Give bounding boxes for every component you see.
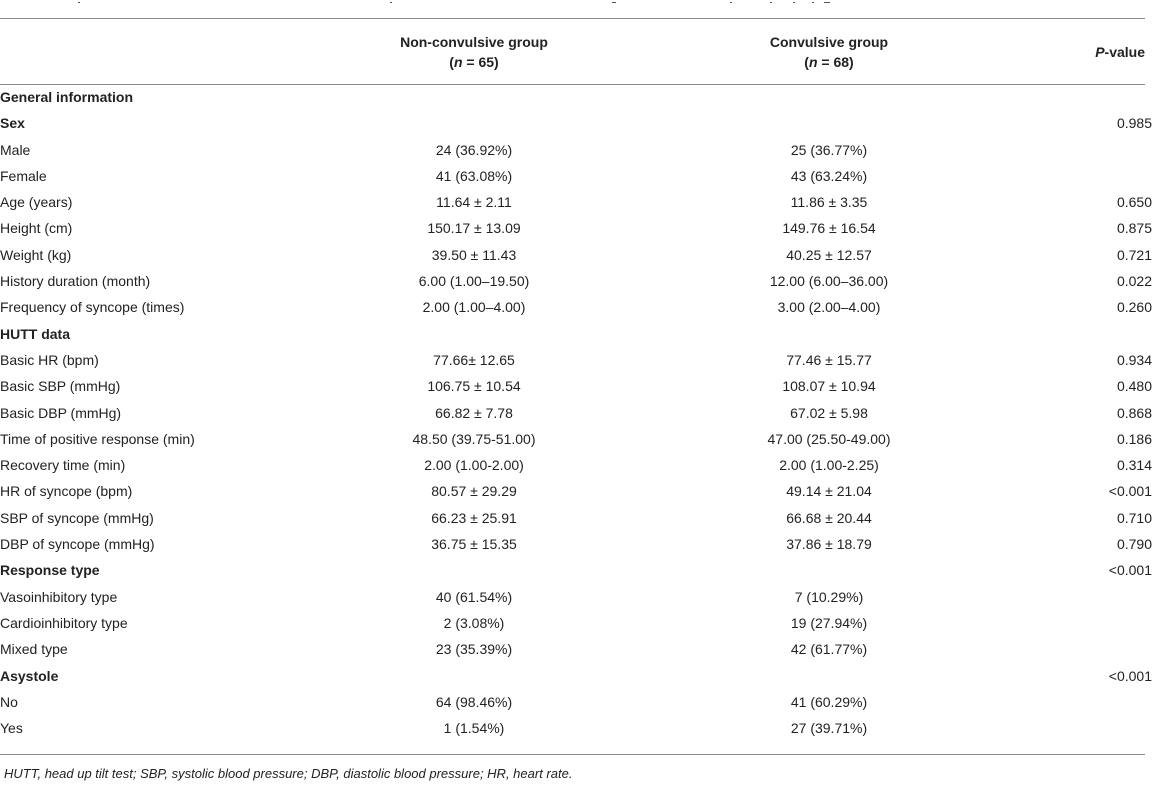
row-label: HUTT data: [0, 325, 70, 342]
row-label: SBP of syncope (mmHg): [0, 509, 154, 526]
p-value: [1014, 610, 1152, 636]
convulsive-value: 12.00 (6.00–36.00): [769, 273, 889, 290]
header-non-convulsive-name: Non-convulsive group: [400, 34, 548, 50]
table-footnote: HUTT, head up tilt test; SBP, systolic blood pressure; DBP, diastolic blood pressure; HR, heart rate.: [4, 766, 573, 781]
header-p-value: P-value: [1095, 44, 1145, 60]
row-label: Sex: [0, 115, 25, 132]
table-top-rule: [0, 18, 1145, 19]
header-convulsive-n: (n = 68): [804, 54, 854, 70]
convulsive-value: [644, 84, 1014, 110]
p-value: [1014, 689, 1152, 715]
non-convulsive-value: [304, 321, 644, 347]
table-row: [0, 584, 1152, 610]
convulsive-value: 11.86 ± 3.35: [790, 194, 868, 211]
table-row: [0, 189, 1152, 215]
convulsive-value: 67.02 ± 5.98: [790, 404, 868, 421]
convulsive-value: 25 (36.77%): [790, 141, 868, 158]
p-value: 0.790: [1116, 536, 1152, 553]
p-value: <0.001: [1108, 483, 1152, 500]
row-label: Basic HR (bpm): [0, 351, 99, 368]
non-convulsive-value: [304, 557, 644, 583]
non-convulsive-value: 6.00 (1.00–19.50): [418, 273, 530, 290]
convulsive-value: 37.86 ± 18.79: [786, 536, 872, 553]
non-convulsive-value: [304, 110, 644, 136]
convulsive-value: 108.07 ± 10.94: [782, 378, 876, 395]
p-value: [1014, 84, 1152, 110]
table-row: [0, 373, 1152, 399]
table-row: [0, 163, 1152, 189]
non-convulsive-value: [304, 84, 644, 110]
row-label: No: [0, 693, 18, 710]
row-label: Female: [0, 167, 47, 184]
p-value: 0.022: [1116, 273, 1152, 290]
convulsive-value: 7 (10.29%): [794, 588, 864, 605]
table-row: [0, 400, 1152, 426]
row-label: Vasoinhibitory type: [0, 588, 118, 605]
table-row: [0, 505, 1152, 531]
header-non-convulsive: [304, 20, 644, 84]
non-convulsive-value: 66.82 ± 7.78: [435, 404, 513, 421]
header-convulsive-name: Convulsive group: [769, 34, 889, 50]
table-row: [0, 215, 1152, 241]
convulsive-value: 27 (39.71%): [790, 720, 868, 737]
row-label: DBP of syncope (mmHg): [0, 536, 155, 553]
table-bottom-rule: [0, 754, 1145, 755]
row-label: HR of syncope (bpm): [0, 483, 133, 500]
convulsive-value: 66.68 ± 20.44: [786, 509, 872, 526]
non-convulsive-value: 2.00 (1.00-2.00): [424, 457, 524, 474]
convulsive-value: 19 (27.94%): [790, 614, 868, 631]
non-convulsive-value: 39.50 ± 11.43: [431, 246, 517, 263]
table-header-row: [0, 20, 1152, 84]
p-value: [1014, 715, 1152, 741]
non-convulsive-value: 36.75 ± 15.35: [431, 536, 517, 553]
table-row: [0, 347, 1152, 373]
row-label: Asystole: [0, 667, 59, 684]
row-label: General information: [0, 89, 134, 105]
row-label: Weight (kg): [0, 246, 72, 263]
p-value: 0.480: [1116, 378, 1152, 395]
non-convulsive-value: [304, 663, 644, 689]
p-value: <0.001: [1108, 667, 1152, 684]
non-convulsive-value: 48.50 (39.75-51.00): [412, 430, 536, 447]
convulsive-value: 3.00 (2.00–4.00): [777, 299, 881, 316]
table-row: [0, 636, 1152, 662]
row-label: Frequency of syncope (times): [0, 299, 185, 316]
table-row: [0, 689, 1152, 715]
row-label: Height (cm): [0, 220, 73, 237]
row-label: Male: [0, 141, 31, 158]
non-convulsive-value: 2.00 (1.00–4.00): [422, 299, 526, 316]
p-value: [1014, 321, 1152, 347]
row-label: Yes: [0, 720, 23, 737]
p-value: 0.186: [1116, 430, 1152, 447]
convulsive-value: 2.00 (1.00-2.25): [779, 457, 879, 474]
convulsive-value: [644, 663, 1014, 689]
clipped-caption-remnant: [0, 0, 1145, 6]
non-convulsive-value: 1 (1.54%): [443, 720, 505, 737]
table-row: [0, 610, 1152, 636]
p-value: 0.934: [1116, 351, 1152, 368]
header-convulsive: [644, 20, 1014, 84]
p-value: 0.260: [1116, 299, 1152, 316]
convulsive-value: [644, 557, 1014, 583]
convulsive-value: 43 (63.24%): [790, 167, 868, 184]
table-row: [0, 478, 1152, 504]
p-value: 0.650: [1116, 194, 1152, 211]
header-non-convulsive-n: (n = 65): [449, 54, 499, 70]
non-convulsive-value: 23 (35.39%): [435, 641, 513, 658]
row-label: Basic SBP (mmHg): [0, 378, 121, 395]
non-convulsive-value: 80.57 ± 29.29: [431, 483, 517, 500]
p-value: [1014, 636, 1152, 662]
convulsive-value: 42 (61.77%): [790, 641, 868, 658]
table-row: [0, 110, 1152, 136]
table-row: [0, 663, 1152, 689]
row-label: Recovery time (min): [0, 457, 126, 474]
non-convulsive-value: 106.75 ± 10.54: [427, 378, 521, 395]
convulsive-value: 41 (60.29%): [790, 693, 868, 710]
non-convulsive-value: 64 (98.46%): [435, 693, 513, 710]
p-value: <0.001: [1108, 562, 1152, 579]
non-convulsive-value: 150.17 ± 13.09: [427, 220, 521, 237]
row-label: Response type: [0, 562, 100, 579]
row-label: Basic DBP (mmHg): [0, 404, 122, 421]
p-value: [1014, 163, 1152, 189]
row-label: Time of positive response (min): [0, 430, 195, 447]
non-convulsive-value: 40 (61.54%): [435, 588, 513, 605]
p-value: 0.985: [1116, 115, 1152, 132]
convulsive-value: 49.14 ± 21.04: [786, 483, 872, 500]
p-value: 0.875: [1116, 220, 1152, 237]
table-row: [0, 452, 1152, 478]
table-row: [0, 321, 1152, 347]
table-row: [0, 268, 1152, 294]
table-row: [0, 294, 1152, 320]
table-row: [0, 137, 1152, 163]
convulsive-value: 47.00 (25.50-49.00): [767, 430, 891, 447]
non-convulsive-value: 11.64 ± 2.11: [436, 194, 512, 211]
p-value: [1014, 584, 1152, 610]
non-convulsive-value: 2 (3.08%): [443, 614, 505, 631]
p-value: [1014, 137, 1152, 163]
convulsive-value: [644, 321, 1014, 347]
p-value: 0.314: [1116, 457, 1152, 474]
table-body: [0, 84, 1152, 741]
table-row: [0, 242, 1152, 268]
table-row: [0, 531, 1152, 557]
convulsive-value: 40.25 ± 12.57: [786, 246, 872, 263]
non-convulsive-value: 66.23 ± 25.91: [431, 509, 517, 526]
header-variable: [0, 20, 304, 84]
table-row: [0, 84, 1152, 110]
table-row: [0, 426, 1152, 452]
table-row: [0, 557, 1152, 583]
non-convulsive-value: 77.66± 12.65: [433, 351, 515, 368]
results-table: [0, 20, 1152, 741]
table-row: [0, 715, 1152, 741]
non-convulsive-value: 24 (36.92%): [435, 141, 513, 158]
non-convulsive-value: 41 (63.08%): [435, 167, 513, 184]
convulsive-value: 149.76 ± 16.54: [782, 220, 876, 237]
p-value: 0.710: [1116, 509, 1152, 526]
header-bottom-rule: [0, 84, 1145, 85]
row-label: Age (years): [0, 194, 73, 211]
row-label: Mixed type: [0, 641, 68, 658]
convulsive-value: 77.46 ± 15.77: [786, 351, 872, 368]
row-label: History duration (month): [0, 273, 151, 290]
convulsive-value: [644, 110, 1014, 136]
row-label: Cardioinhibitory type: [0, 614, 128, 631]
p-value: 0.721: [1116, 246, 1152, 263]
p-value: 0.868: [1116, 404, 1152, 421]
